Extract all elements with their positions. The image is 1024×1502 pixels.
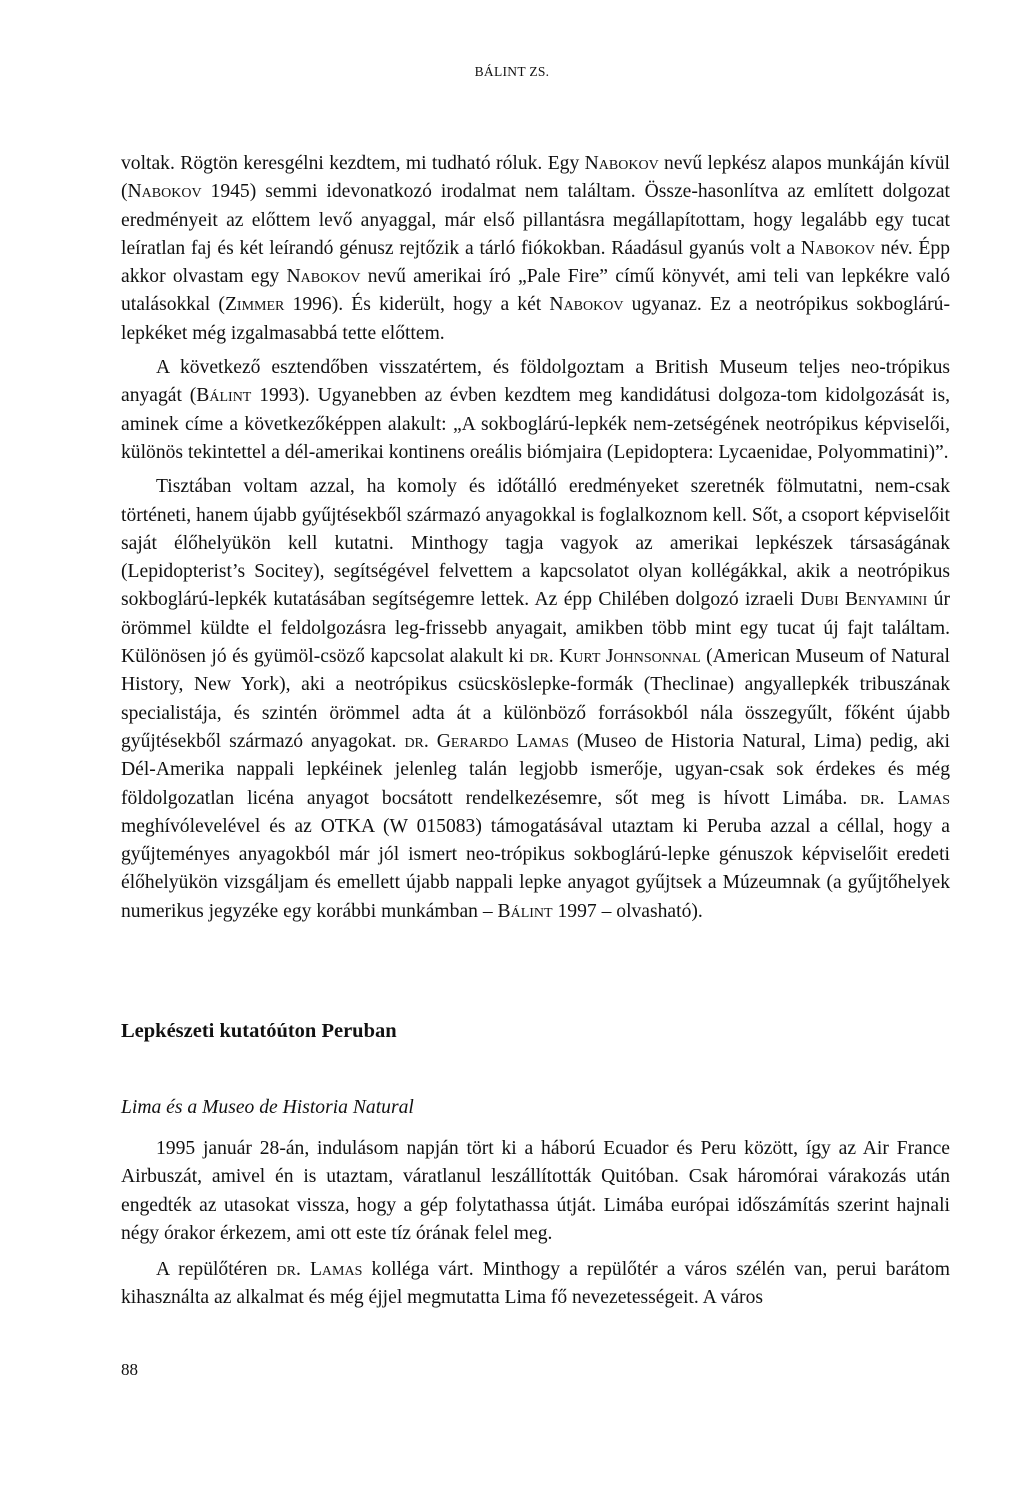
text-run: Tisztában voltam azzal, ha komoly és időtálló eredményeket szeretnék fölmutatni, nem-csak történeti, hanem újabb gyűjtésekből származó anyagokkal is foglalkoznom kell. Sőt, a csoport képviselőit saját élőhelyükön kell kutatni. Minthogy tagja vagyok az amerikai lepkészek társaságának (Lepidopterist’s Socitey), segítségével felvettem a kapcsolatot olyan kollégákkal, akik a neotrópikus sokboglárú-lepkék kutatásában segítségemre lettek. Az épp Chilében dolgozó izraeli (121, 476, 950, 611)
text-run: 1997 – olvasható). (552, 900, 703, 922)
small-caps-name: dr. Kurt Johnsonnal (529, 646, 701, 668)
text-run: név. Épp akkor olvastam egy (121, 237, 950, 288)
text-run: voltak. Rögtön keresgélni kezdtem, mi tudható róluk. Egy (121, 153, 585, 174)
text-run: 1995 január 28-án, indulásom napján tört ki a háború Ecuador és Peru között, így az Air France Airbuszát, amivel én is utaztam, váratlanul leszállították Quitóban. Csak háromórai várakozás után engedték az utasokat vissza, hogy a gép folytathassa útját. Limába európai időszámítás szerint hajnali négy órakor érkezem, ami ott este tíz órának felel meg. (121, 1138, 950, 1244)
paragraph (121, 354, 950, 467)
subsection-heading: Lima és a Museo de Historia Natural (121, 1097, 414, 1118)
small-caps-name: dr. Lamas (276, 1259, 363, 1281)
small-caps-name: Nabokov (584, 153, 659, 174)
body-text (121, 150, 950, 932)
paragraph (121, 150, 950, 348)
text-run: ugyanaz. Ez a neotrópikus sokboglárú-lepkéket még izgalmasabbá tette előttem. (121, 294, 950, 344)
small-caps-name: Bálint (196, 385, 252, 407)
text-run: 1996). És kiderült, hogy a két (284, 294, 550, 316)
text-run: (Museo de Historia Natural, Lima) pedig, aki Dél-Amerika nappali lepkéinek jelenleg talán legjobb ismerője, ugyan-csak sok érdekes és még földolgozatlan licéna anyagot bocsátott rendelkezésemre, sőt meg is hívott Limába. (121, 730, 951, 809)
small-caps-name: Nabokov (549, 294, 624, 316)
small-caps-name: Dubi Benyamini (800, 589, 928, 611)
small-caps-name: Bálint (497, 900, 553, 922)
text-run: úr örömmel küldte el feldolgozásra leg-frissebb anyagait, amikben több mint egy tucat új fajt találtam. Különösen jó és gyümöl-csöző kapcsolat alakult ki (121, 589, 950, 668)
text-run: nevű lepkész alapos munkáján kívül ( (121, 153, 950, 203)
section-heading: Lepkészeti kutatóúton Peruban (121, 1020, 397, 1042)
paragraph (121, 1135, 950, 1248)
text-run: 1945) semmi idevonatkozó irodalmat nem találtam. Össze-hasonlítva az említett dolgozat eredményeit az előttem levő anyaggal, már első pillantásra megállapítottam, hogy legalább egy tucat leíratlan faj és két leírandó génusz rejtőzik a tárló fiókokban. Ráadásul gyanús volt a (121, 181, 950, 259)
paragraph (121, 473, 950, 926)
text-run: A repülőtéren (156, 1259, 277, 1281)
small-caps-name: Zimmer (224, 294, 285, 316)
small-caps-name: Nabokov (286, 266, 361, 288)
small-caps-name: dr. Lamas (860, 787, 950, 809)
small-caps-name: Nabokov (800, 237, 875, 259)
text-run: 1993). Ugyanebben az évben kezdtem meg kandidátusi dolgoza-tom kidolgozását is, aminek címe a következőképpen alakult: „A sokboglárú-lepkék nem-zetségének neotrópikus képviselői, különös tekintettel a dél-amerikai kontinens oreális biómjaira (Lepidoptera: Lycaenidae, Polyommatini)”. (121, 385, 950, 463)
text-run: A következő esztendőben visszatértem, és földolgoztam a British Museum teljes neo-trópikus anyagát ( (121, 357, 950, 407)
body-text-section (121, 1135, 950, 1321)
page-number: 88 (121, 1360, 138, 1379)
small-caps-name: dr. Gerardo Lamas (404, 730, 569, 752)
running-head: BÁLINT ZS. (474, 64, 550, 79)
text-run: meghívólevelével és az OTKA (W 015083) támogatásával utaztam ki Peruba azzal a céllal, hogy a gyűjteményes anyagokból már jól ismert neo-trópikus sokboglárú-lepke génuszok képviselőit eredeti élőhelyükön vizsgáljam és emellett újabb nappali lepke anyagot gyűjtsek a Múzeumnak (a gyűjtőhelyek numerikus jegyzéke egy korábbi munkámban – (121, 815, 950, 922)
text-run: kolléga várt. Minthogy a repülőtér a város szélén van, perui barátom kihasználta az alkalmat és még éjjel megmutatta Lima fő nevezetességeit. A város (121, 1259, 950, 1309)
text-run: (American Museum of Natural History, New York), aki a neotrópikus csücsköslepke-formák (Theclinae) angyallepkék tribuszának specialistája, és szintén örömmel adta át a különböző forrásokból nála összegyűlt, főként újabb gyűjtésekből származó anyagokat. (121, 646, 950, 752)
paragraph (121, 1256, 950, 1313)
text-run: nevű amerikai író „Pale Fire” című könyvét, ami teli van lepkékre való utalásokkal ( (121, 266, 951, 316)
small-caps-name: Nabokov (127, 181, 202, 203)
